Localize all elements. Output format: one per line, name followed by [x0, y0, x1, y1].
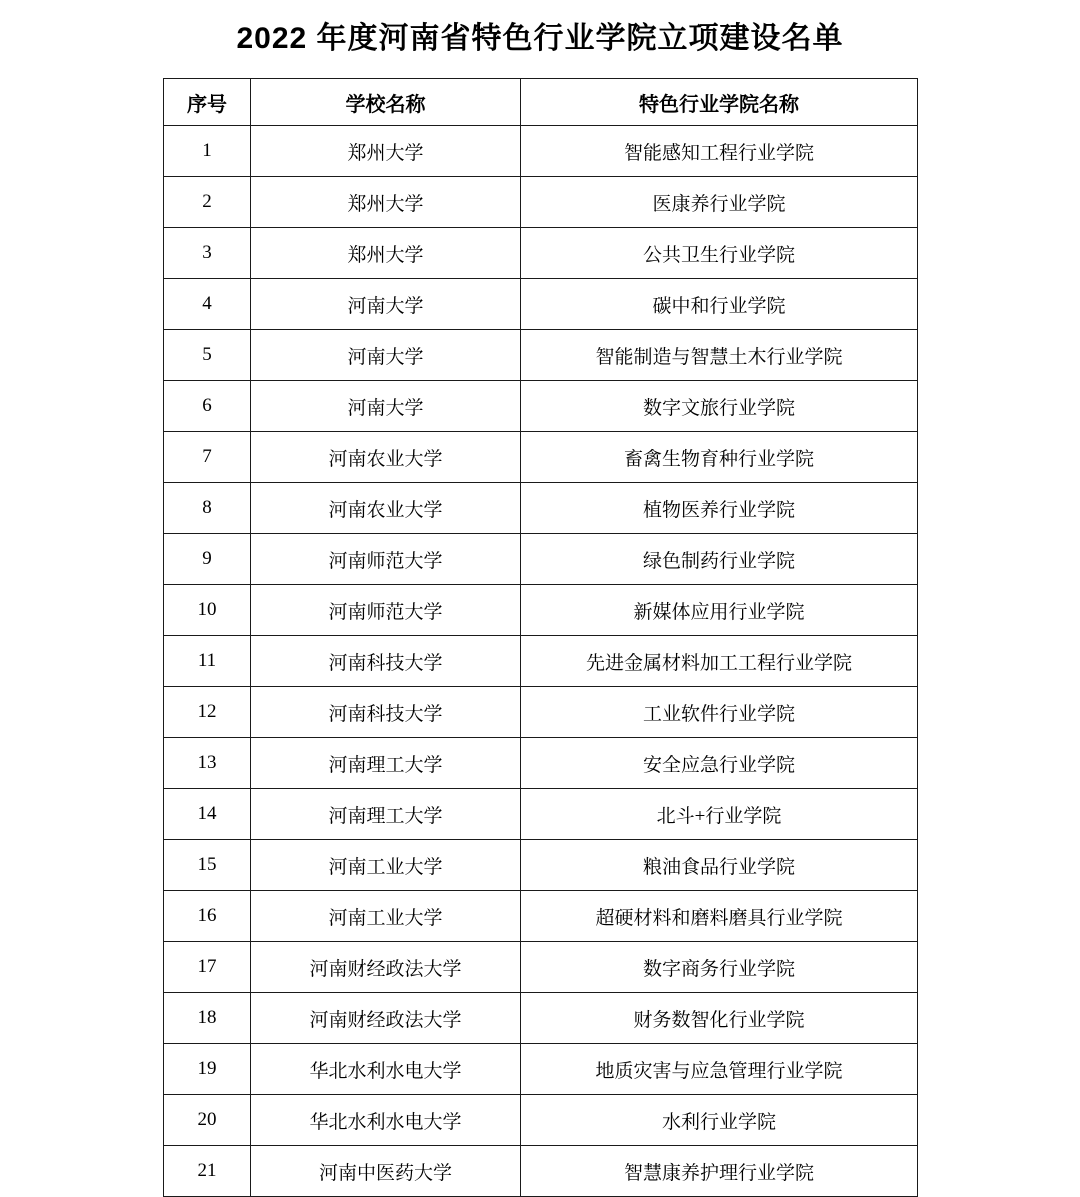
cell-number: 21: [164, 1146, 251, 1197]
cell-number: 9: [164, 534, 251, 585]
table-row: [164, 432, 918, 483]
cell-college: 碳中和行业学院: [521, 279, 918, 330]
table-row: [164, 687, 918, 738]
cell-school: 河南农业大学: [251, 432, 521, 483]
table-body: [164, 126, 918, 1197]
table-header-row: [164, 79, 918, 126]
table-row: [164, 993, 918, 1044]
cell-number: 20: [164, 1095, 251, 1146]
cell-school: 河南理工大学: [251, 789, 521, 840]
cell-school: 河南大学: [251, 279, 521, 330]
table-row: [164, 228, 918, 279]
table-row: [164, 126, 918, 177]
table-row: [164, 942, 918, 993]
header-cell-school-name: 学校名称: [251, 79, 521, 126]
cell-college: 植物医养行业学院: [521, 483, 918, 534]
cell-school: 郑州大学: [251, 228, 521, 279]
cell-college: 安全应急行业学院: [521, 738, 918, 789]
cell-school: 河南师范大学: [251, 534, 521, 585]
header-cell-college-name: 特色行业学院名称: [521, 79, 918, 126]
cell-college: 智能制造与智慧土木行业学院: [521, 330, 918, 381]
cell-school: 河南科技大学: [251, 687, 521, 738]
cell-college: 北斗+行业学院: [521, 789, 918, 840]
cell-school: 郑州大学: [251, 177, 521, 228]
table-row: [164, 330, 918, 381]
cell-number: 1: [164, 126, 251, 177]
cell-school: 河南大学: [251, 330, 521, 381]
cell-college: 新媒体应用行业学院: [521, 585, 918, 636]
cell-number: 12: [164, 687, 251, 738]
cell-number: 17: [164, 942, 251, 993]
cell-number: 4: [164, 279, 251, 330]
list-table-container: [163, 78, 917, 1197]
table-row: [164, 1146, 918, 1197]
cell-number: 6: [164, 381, 251, 432]
header-cell-number: 序号: [164, 79, 251, 126]
cell-college: 超硬材料和磨料磨具行业学院: [521, 891, 918, 942]
cell-number: 5: [164, 330, 251, 381]
cell-school: 河南财经政法大学: [251, 942, 521, 993]
cell-school: 河南农业大学: [251, 483, 521, 534]
cell-college: 智慧康养护理行业学院: [521, 1146, 918, 1197]
cell-college: 先进金属材料加工工程行业学院: [521, 636, 918, 687]
cell-number: 11: [164, 636, 251, 687]
cell-college: 工业软件行业学院: [521, 687, 918, 738]
table-row: [164, 279, 918, 330]
cell-school: 郑州大学: [251, 126, 521, 177]
cell-college: 水利行业学院: [521, 1095, 918, 1146]
cell-college: 畜禽生物育种行业学院: [521, 432, 918, 483]
cell-school: 河南科技大学: [251, 636, 521, 687]
cell-school: 河南工业大学: [251, 891, 521, 942]
cell-number: 10: [164, 585, 251, 636]
cell-college: 数字文旅行业学院: [521, 381, 918, 432]
table-row: [164, 534, 918, 585]
cell-number: 15: [164, 840, 251, 891]
cell-school: 河南工业大学: [251, 840, 521, 891]
cell-number: 19: [164, 1044, 251, 1095]
cell-college: 医康养行业学院: [521, 177, 918, 228]
cell-number: 3: [164, 228, 251, 279]
table-row: [164, 177, 918, 228]
cell-school: 华北水利水电大学: [251, 1095, 521, 1146]
cell-school: 河南师范大学: [251, 585, 521, 636]
cell-number: 2: [164, 177, 251, 228]
cell-number: 13: [164, 738, 251, 789]
cell-number: 16: [164, 891, 251, 942]
table-row: [164, 636, 918, 687]
cell-number: 8: [164, 483, 251, 534]
table-row: [164, 381, 918, 432]
cell-school: 华北水利水电大学: [251, 1044, 521, 1095]
cell-school: 河南理工大学: [251, 738, 521, 789]
table-row: [164, 483, 918, 534]
cell-college: 绿色制药行业学院: [521, 534, 918, 585]
table-row: [164, 891, 918, 942]
table-row: [164, 738, 918, 789]
cell-number: 18: [164, 993, 251, 1044]
cell-college: 公共卫生行业学院: [521, 228, 918, 279]
table-row: [164, 840, 918, 891]
cell-number: 7: [164, 432, 251, 483]
list-table: [163, 78, 918, 1197]
cell-college: 地质灾害与应急管理行业学院: [521, 1044, 918, 1095]
cell-college: 粮油食品行业学院: [521, 840, 918, 891]
cell-college: 智能感知工程行业学院: [521, 126, 918, 177]
cell-school: 河南财经政法大学: [251, 993, 521, 1044]
table-row: [164, 1095, 918, 1146]
page-title: 2022 年度河南省特色行业学院立项建设名单: [236, 22, 844, 55]
cell-school: 河南大学: [251, 381, 521, 432]
table-row: [164, 585, 918, 636]
cell-school: 河南中医药大学: [251, 1146, 521, 1197]
table-row: [164, 1044, 918, 1095]
table-row: [164, 789, 918, 840]
cell-college: 财务数智化行业学院: [521, 993, 918, 1044]
cell-college: 数字商务行业学院: [521, 942, 918, 993]
cell-number: 14: [164, 789, 251, 840]
